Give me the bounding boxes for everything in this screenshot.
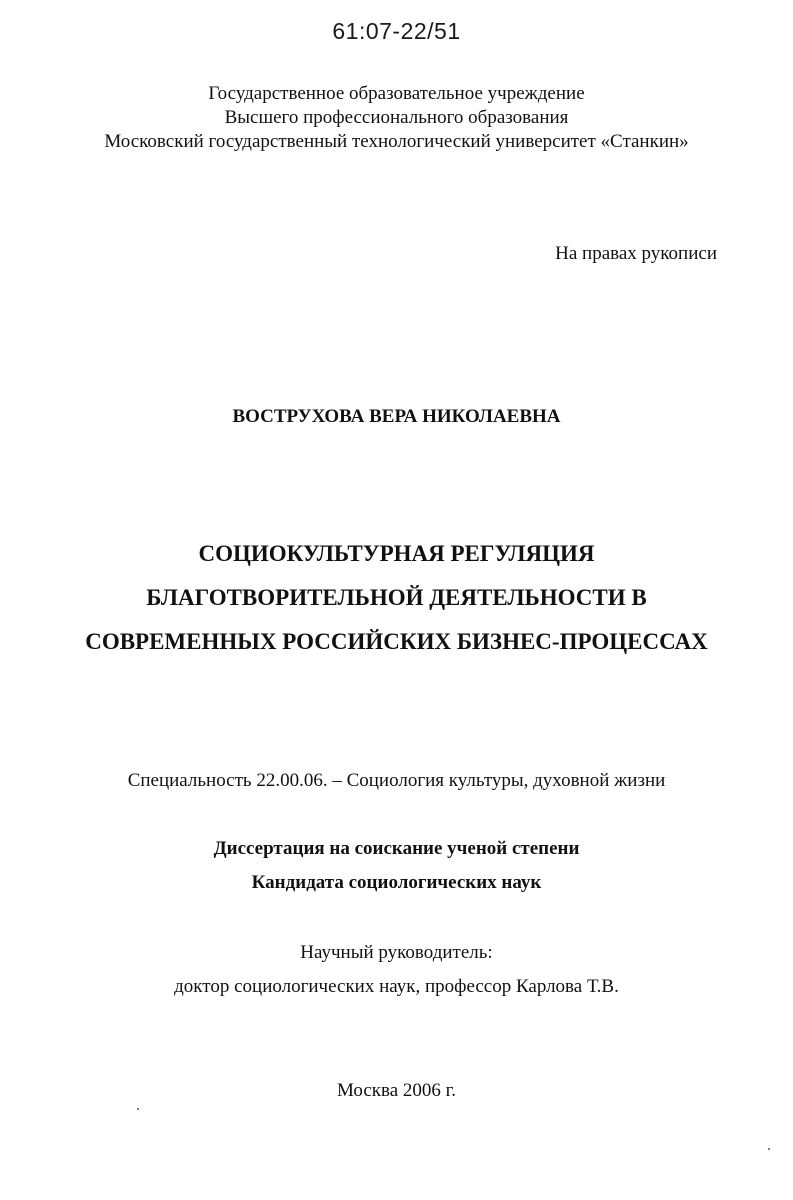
title-line-3: СОВРЕМЕННЫХ РОССИЙСКИХ БИЗНЕС-ПРОЦЕССАХ [85, 629, 708, 654]
institution-line-3: Московский государственный технологический университет «Станкин» [104, 131, 689, 152]
manuscript-note: На правах рукописи [555, 243, 717, 264]
place-year: Москва 2006 г. [336, 1080, 457, 1101]
scan-speck [768, 1148, 770, 1150]
degree-line-2: Кандидата социологических наук [251, 872, 542, 893]
scan-speck [137, 1108, 139, 1110]
title-line-2: БЛАГОТВОРИТЕЛЬНОЙ ДЕЯТЕЛЬНОСТИ В [146, 585, 647, 610]
catalog-number: 61:07-22/51 [332, 18, 461, 44]
title-line-1: СОЦИОКУЛЬТУРНАЯ РЕГУЛЯЦИЯ [198, 541, 595, 566]
specialty: Специальность 22.00.06. – Социология культуры, духовной жизни [127, 770, 666, 791]
institution-line-1: Государственное образовательное учреждение [208, 83, 585, 104]
supervisor-label: Научный руководитель: [300, 942, 493, 963]
author-name: ВОСТРУХОВА ВЕРА НИКОЛАЕВНА [232, 406, 561, 427]
supervisor-name: доктор социологических наук, профессор Карлова Т.В. [174, 976, 619, 997]
degree-line-1: Диссертация на соискание ученой степени [213, 838, 580, 859]
institution-line-2: Высшего профессионального образования [224, 107, 569, 128]
